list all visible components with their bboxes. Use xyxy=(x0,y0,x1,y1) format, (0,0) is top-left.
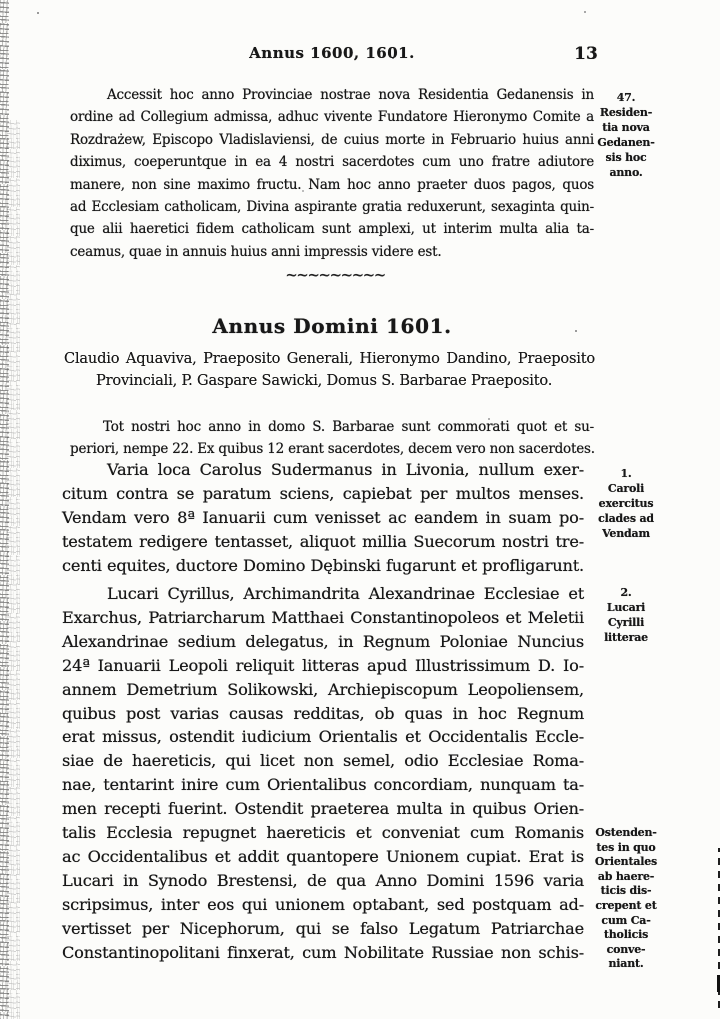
text-line: Caroli xyxy=(607,482,645,495)
text-line: exercitus xyxy=(598,497,654,510)
text-line: sis hoc xyxy=(605,151,647,164)
text-line: Varia loca Carolus Sudermanus in Livonia, nullum exer- xyxy=(107,460,584,479)
text-line: Lucari in Synodo Brestensi, de qua Anno Domini 1596 varia xyxy=(62,870,584,890)
text-line: Lucari Cyrillus, Archimandrita Alexandrinae Ecclesiae et xyxy=(107,584,584,603)
text-line: citum contra se paratum sciens, capiebat per multos menses. xyxy=(62,483,584,503)
running-header: Annus 1600, 1601. xyxy=(249,44,415,62)
text-line: Cyrilli xyxy=(607,616,645,629)
text-line: 2. xyxy=(620,586,632,599)
text-line: quibus post varias causas redditas, ob quas in hoc Regnum xyxy=(62,703,584,723)
text-line: Alexandrinae sedium delegatus, in Regnum Poloniae Nuncius xyxy=(62,631,584,651)
text-line: Constantinopolitani finxerat, cum Nobilitate Russiae non schis- xyxy=(62,942,584,962)
text-line: ab haere- xyxy=(597,869,655,883)
text-line: scripsimus, inter eos qui unionem optabant, sed postquam ad- xyxy=(62,894,584,914)
text-line: Tot nostri hoc anno in domo S. Barbarae sunt commorati quot et su- xyxy=(103,419,594,435)
scan-noise-left-light xyxy=(7,120,20,1019)
text-line: periori, nempe 22. Ex quibus 12 erant sacerdotes, decem vero non sacerdotes. xyxy=(70,441,595,458)
text-line: litterae xyxy=(604,631,648,644)
text-line: Vendam xyxy=(602,527,650,540)
text-line: anno. xyxy=(609,166,643,179)
text-line: tia nova xyxy=(602,121,650,134)
margin-note-lucari xyxy=(592,585,660,645)
text-line: Lucari xyxy=(606,601,646,614)
section-divider-ornament: ~~~~~~~~~ xyxy=(285,266,385,284)
text-line: nae, tentarint inire cum Orientalibus concordiam, nunquam ta- xyxy=(62,775,584,795)
text-line: centi equites, ductore Domino Dębinski fugarunt et profligarunt. xyxy=(62,555,584,575)
text-line: cum Ca- xyxy=(601,913,651,927)
text-line: 1. xyxy=(620,467,632,480)
text-line: clades ad xyxy=(598,512,654,525)
text-line: talis Ecclesia repugnet haereticis et conveniat cum Romanis xyxy=(62,823,584,843)
tot-paragraph xyxy=(70,416,594,461)
text-line: manere, non sine maximo fructu. Nam hoc anno praeter duos pagos, quos xyxy=(70,176,594,193)
text-line: Vendam vero 8ª Ianuarii cum venisset ac eandem in suam po- xyxy=(62,507,584,527)
text-line: Accessit hoc anno Provinciae nostrae nova Residentia Gedanensis in xyxy=(107,87,594,103)
text-line: vertisset per Nicephorum, qui se falso Legatum Patriarchae xyxy=(62,918,584,938)
text-line: erat missus, ostendit iudicium Orientalis et Occidentalis Eccle- xyxy=(62,727,584,747)
text-line: Rozdrażew, Episcopo Vladislaviensi, de cuius morte in Februario huius anni xyxy=(70,131,594,148)
text-line: ticis dis- xyxy=(600,884,652,898)
text-line: siae de haereticis, qui licet non semel, odio Ecclesiae Roma- xyxy=(62,751,584,771)
text-line: ac Occidentalibus et addit quantopere Unionem cupiat. Erat is xyxy=(62,846,584,866)
text-line: niant. xyxy=(608,957,644,971)
lucari-paragraph xyxy=(62,582,584,965)
text-line: 47. xyxy=(616,91,636,104)
text-line: ad Ecclesiam catholicam, Divina aspirante gratia reduxerunt, sexaginta quin- xyxy=(70,199,594,216)
text-line: Ostenden- xyxy=(595,826,657,839)
scan-specks xyxy=(0,0,2,2)
text-line: 24ª Ianuarii Leopoli reliquit litteras apud Illustrissimum D. Io- xyxy=(62,655,584,675)
text-line: men recepti fuerint. Ostendit praeterea multa in quibus Orien- xyxy=(62,799,584,819)
text-line: annem Demetrium Solikowski, Archiepiscopum Leopoliensem, xyxy=(62,679,584,699)
text-line: ceamus, quae in annuis huius anni impressis videre est. xyxy=(70,243,442,260)
text-line: Residen- xyxy=(599,106,653,119)
text-line: Provinciali, P. Gaspare Sawicki, Domus S. Barbarae Praeposito. xyxy=(96,372,553,390)
text-line: diximus, coeperuntque in ea 4 nostri sacerdotes cum uno fratre adiutore xyxy=(70,154,594,171)
section-byline xyxy=(64,348,595,393)
text-line: Exarchus, Patriarcharum Matthaei Constantinopoleos et Meletii xyxy=(62,607,584,627)
text-line: testatem redigere tentasset, aliquot millia Suecorum nostri tre- xyxy=(62,531,584,551)
page-number: 13 xyxy=(574,44,598,64)
text-line: tes in quo xyxy=(596,840,656,854)
text-line: conve- xyxy=(606,942,646,956)
intro-paragraph xyxy=(70,84,594,263)
margin-note-caroli xyxy=(592,466,660,541)
text-line: que alii haeretici fidem catholicam sunt amplexi, ut interim multa alia ta- xyxy=(70,221,594,238)
text-line: Gedanen- xyxy=(597,136,655,149)
varia-paragraph xyxy=(62,458,584,578)
text-line: Claudio Aquaviva, Praeposito Generali, Hieronymo Dandino, Praeposito xyxy=(64,350,595,367)
text-line: crepent et xyxy=(595,898,657,912)
margin-note-residentia xyxy=(592,90,660,180)
text-line: Orientales xyxy=(594,855,658,869)
margin-note-ostendentes xyxy=(592,826,660,972)
text-line: ordine ad Collegium admissa, adhuc vivente Fundatore Hieronymo Comite a xyxy=(70,109,594,126)
section-heading: Annus Domini 1601. xyxy=(212,314,452,338)
text-line: tholicis xyxy=(603,928,649,942)
